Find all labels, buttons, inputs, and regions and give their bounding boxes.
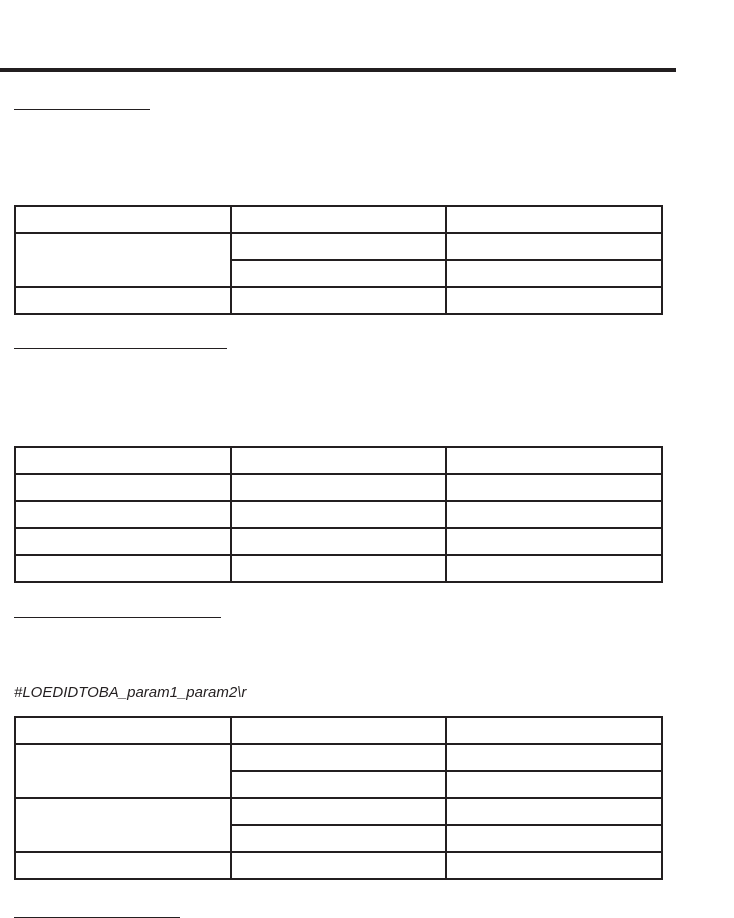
table-row (15, 852, 662, 879)
table-cell (446, 798, 662, 825)
table-cell (231, 206, 446, 233)
table-cell (231, 852, 446, 879)
table-cell (446, 771, 662, 798)
table-cell (231, 447, 446, 474)
table-cell (446, 528, 662, 555)
table-cell (231, 744, 446, 771)
table-row (15, 555, 662, 582)
table-cell (231, 717, 446, 744)
table-cell (15, 233, 231, 287)
section-3-heading (14, 603, 221, 618)
table-cell (446, 717, 662, 744)
table-cell (15, 206, 231, 233)
table-row (15, 206, 662, 233)
table-cell (15, 798, 231, 852)
table-cell (446, 825, 662, 852)
section-2-heading (14, 334, 227, 349)
table-cell (15, 474, 231, 501)
table-cell (15, 744, 231, 798)
table-cell (15, 287, 231, 314)
section-4-heading (14, 903, 180, 918)
table-cell (231, 287, 446, 314)
table-cell (231, 474, 446, 501)
table-cell (446, 287, 662, 314)
table-cell (231, 771, 446, 798)
table-3 (14, 716, 663, 880)
table-cell (231, 825, 446, 852)
table-cell (231, 233, 446, 260)
table-cell (446, 501, 662, 528)
table-cell (231, 528, 446, 555)
table-cell (231, 260, 446, 287)
table-row (15, 501, 662, 528)
table-cell (15, 717, 231, 744)
table-cell (231, 501, 446, 528)
table-row (15, 287, 662, 314)
command-string: #LOEDIDTOBA_param1_param2\r (14, 684, 247, 701)
table-cell (446, 260, 662, 287)
table-cell (15, 528, 231, 555)
table-cell (231, 555, 446, 582)
section-1-heading (14, 95, 150, 110)
table-cell (446, 474, 662, 501)
table-cell (231, 798, 446, 825)
table-row (15, 474, 662, 501)
table-row (15, 744, 662, 771)
table-row (15, 717, 662, 744)
table-cell (446, 447, 662, 474)
table-2 (14, 446, 663, 583)
table-cell (15, 447, 231, 474)
table-cell (15, 555, 231, 582)
table-cell (446, 744, 662, 771)
table-cell (446, 233, 662, 260)
table-cell (446, 206, 662, 233)
table-row (15, 528, 662, 555)
header-rule (0, 68, 676, 72)
table-row (15, 233, 662, 260)
table-cell (446, 555, 662, 582)
table-row (15, 447, 662, 474)
table-cell (15, 501, 231, 528)
table-row (15, 798, 662, 825)
table-1 (14, 205, 663, 315)
table-cell (446, 852, 662, 879)
table-cell (15, 852, 231, 879)
